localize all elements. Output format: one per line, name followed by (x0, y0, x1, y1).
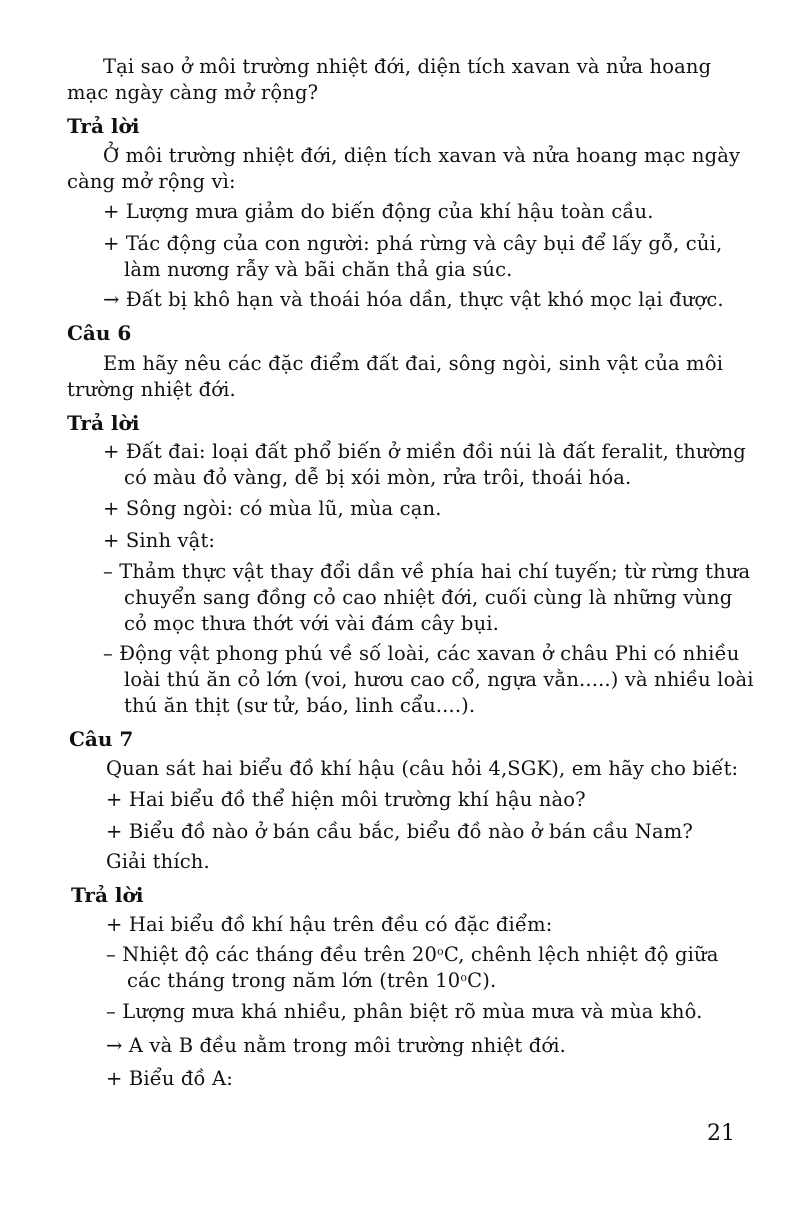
dash-item-continuation: thú ăn thịt (sư tử, báo, linh cẩu....). (124, 694, 476, 717)
bullet-item: + Sông ngòi: có mùa lũ, mùa cạn. (103, 497, 442, 520)
question-text: Em hãy nêu các đặc điểm đất đai, sông ngòi, sinh vật của môi (103, 352, 724, 375)
conclusion-item: → Đất bị khô hạn và thoái hóa dần, thực vật khó mọc lại được. (103, 288, 724, 311)
dash-item: – Động vật phong phú về số loài, các xavan ở châu Phi có nhiều (103, 642, 740, 665)
question-text: Giải thích. (106, 850, 210, 873)
dash-item (106, 942, 719, 968)
conclusion-item: → A và B đều nằm trong môi trường nhiệt đới. (106, 1034, 566, 1057)
degree-superscript: o (437, 945, 444, 958)
question-text: mạc ngày càng mở rộng? (67, 81, 319, 104)
question-text: Tại sao ở môi trường nhiệt đới, diện tích xavan và nửa hoang (103, 55, 712, 78)
answer-heading: Trả lời (67, 411, 140, 435)
answer-heading: Trả lời (67, 114, 140, 138)
bullet-item: + Tác động của con người: phá rừng và cây bụi để lấy gỗ, củi, (103, 232, 723, 255)
question-heading: Câu 6 (67, 321, 132, 345)
dash-item-text: – Nhiệt độ các tháng đều trên 20 (106, 943, 438, 966)
dash-item-text: C, chênh lệch nhiệt độ giữa (443, 943, 719, 966)
bullet-item-continuation: làm nương rẫy và bãi chăn thả gia súc. (124, 258, 513, 281)
dash-item-continuation: loài thú ăn cỏ lớn (voi, hươu cao cổ, ngựa vằn.....) và nhiều loài (124, 668, 754, 691)
bullet-item: + Hai biểu đồ thể hiện môi trường khí hậu nào? (106, 788, 586, 811)
dash-item-continuation (127, 968, 496, 994)
bullet-item: + Biểu đồ nào ở bán cầu bắc, biểu đồ nào ở bán cầu Nam? (106, 820, 693, 843)
bullet-item: + Sinh vật: (103, 529, 216, 552)
answer-heading: Trả lời (71, 883, 144, 907)
question-text: Quan sát hai biểu đồ khí hậu (câu hỏi 4,SGK), em hãy cho biết: (106, 757, 739, 780)
bullet-item-continuation: có màu đỏ vàng, dễ bị xói mòn, rửa trôi, thoái hóa. (124, 466, 632, 489)
bullet-item: + Biểu đồ A: (106, 1067, 233, 1090)
page-number: 21 (707, 1121, 735, 1146)
answer-text: càng mở rộng vì: (67, 170, 236, 193)
bullet-item: + Hai biểu đồ khí hậu trên đều có đặc điểm: (106, 913, 553, 936)
bullet-item: + Lượng mưa giảm do biến động của khí hậu toàn cầu. (103, 200, 654, 223)
dash-item-continuation: cỏ mọc thưa thớt với vài đám cây bụi. (124, 612, 500, 635)
degree-superscript: o (460, 971, 468, 984)
question-heading: Câu 7 (69, 727, 134, 751)
answer-text: Ở môi trường nhiệt đới, diện tích xavan và nửa hoang mạc ngày (103, 144, 741, 167)
dash-item-text: C). (467, 969, 497, 992)
dash-item-continuation: chuyển sang đồng cỏ cao nhiệt đới, cuối cùng là những vùng (124, 586, 733, 609)
bullet-item: + Đất đai: loại đất phổ biến ở miền đồi núi là đất feralit, thường (103, 440, 746, 463)
dash-item: – Thảm thực vật thay đổi dần về phía hai chí tuyến; từ rừng thưa (103, 560, 751, 583)
dash-item: – Lượng mưa khá nhiều, phân biệt rõ mùa mưa và mùa khô. (106, 1000, 703, 1023)
dash-item-text: các tháng trong năm lớn (trên 10 (127, 969, 461, 992)
question-text: trường nhiệt đới. (67, 378, 236, 401)
